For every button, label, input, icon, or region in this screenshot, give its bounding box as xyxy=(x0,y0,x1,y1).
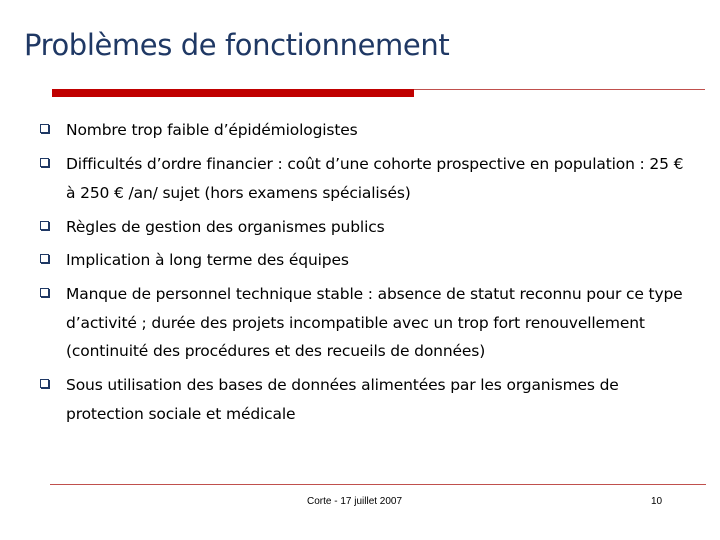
slide-title: Problèmes de fonctionnement xyxy=(24,28,450,62)
footer-divider-line xyxy=(50,484,706,485)
bullet-text: Manque de personnel technique stable : absence de statut reconnu pour ce type d’activité ; durée des projets incompatible avec un trop fort renouvellement (continuité des procédures et des recueils de données) xyxy=(66,285,683,361)
page-number: 10 xyxy=(651,496,663,507)
bullet-item xyxy=(40,116,690,145)
bullet-item xyxy=(40,213,690,242)
hollow-square-bullet-icon xyxy=(40,124,49,133)
bullet-text: Sous utilisation des bases de données alimentées par les organismes de protection sociale et médicale xyxy=(66,376,619,423)
hollow-square-bullet-icon xyxy=(40,288,49,297)
title-divider-line xyxy=(414,89,705,90)
bullet-text: Nombre trop faible d’épidémiologistes xyxy=(66,121,358,139)
title-accent-bar xyxy=(52,89,414,97)
bullet-item xyxy=(40,371,690,428)
bullet-text: Règles de gestion des organismes publics xyxy=(66,218,385,236)
bullet-text: Difficultés d’ordre financier : coût d’une cohorte prospective en population : 25 € à 250 € /an/ sujet (hors examens spécialisés) xyxy=(66,155,684,202)
bullet-item xyxy=(40,246,690,275)
hollow-square-bullet-icon xyxy=(40,221,49,230)
hollow-square-bullet-icon xyxy=(40,379,49,388)
footer-date: Corte - 17 juillet 2007 xyxy=(307,496,403,507)
bullet-item xyxy=(40,150,690,207)
hollow-square-bullet-icon xyxy=(40,158,49,167)
bullet-text: Implication à long terme des équipes xyxy=(66,251,349,269)
bullet-item xyxy=(40,280,690,366)
hollow-square-bullet-icon xyxy=(40,254,49,263)
